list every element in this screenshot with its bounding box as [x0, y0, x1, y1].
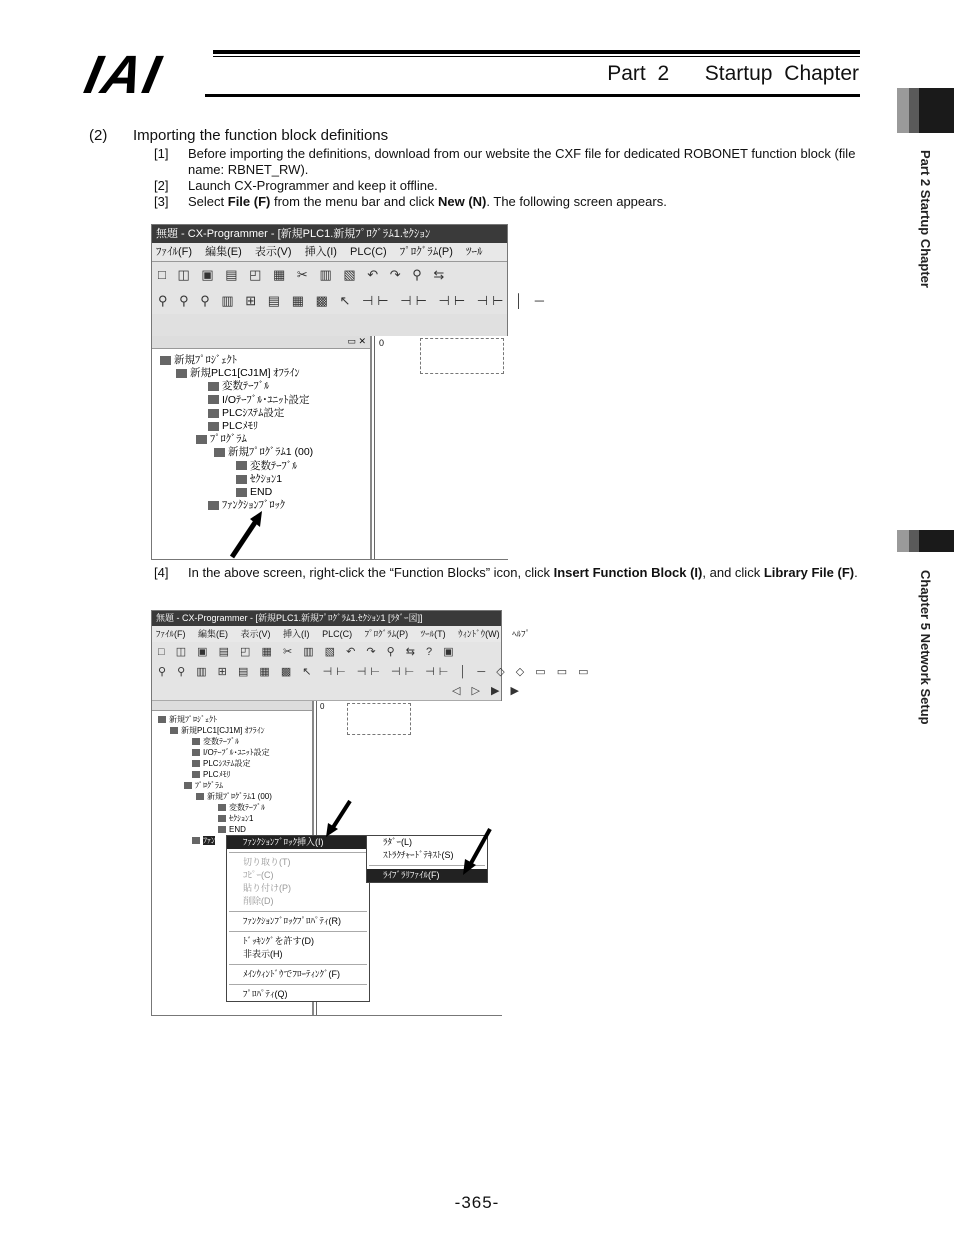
menu-plc[interactable]: PLC(C) — [350, 246, 387, 258]
side-tab-label-part2: Part 2 Startup Chapter — [918, 150, 933, 288]
tree-item-function-blocks[interactable]: ﾌｧﾝｸｼｮﾝﾌﾞﾛｯｸ — [152, 499, 370, 512]
tree-item[interactable]: ﾌﾟﾛｸﾞﾗﾑ — [152, 433, 370, 446]
tree-item[interactable]: 変数ﾃｰﾌﾞﾙ — [152, 380, 370, 393]
section-title: Importing the function block definitions — [133, 127, 389, 144]
ladder-toolbar[interactable]: ⚲ ⚲ ▥ ⊞ ▤ ▦ ▩ ↖ ⊣⊢ ⊣⊢ ⊣⊢ ⊣⊢ │ ─ ◇ ◇ ▭ ▭ ▭ — [152, 662, 501, 683]
menu-insert[interactable]: 挿入(I) — [283, 629, 310, 639]
ladder-row-number: 0 — [379, 338, 385, 348]
arrow-pointer-icon — [460, 827, 496, 877]
tree-item[interactable]: ｾｸｼｮﾝ1 — [152, 813, 312, 824]
iai-logo: IAI — [79, 45, 168, 105]
tree-item[interactable]: ﾌﾟﾛｸﾞﾗﾑ — [152, 780, 312, 791]
tree-item[interactable]: 変数ﾃｰﾌﾞﾙ — [152, 736, 312, 747]
arrow-pointer-icon — [226, 511, 266, 561]
tree-item[interactable]: 変数ﾃｰﾌﾞﾙ — [152, 460, 370, 473]
menu-file[interactable]: ﾌｧｲﾙ(F) — [156, 629, 186, 639]
tree-item[interactable]: 新規ﾌﾟﾛｸﾞﾗﾑ1 (00) — [152, 446, 370, 459]
menu-program[interactable]: ﾌﾟﾛｸﾞﾗﾑ(P) — [399, 246, 453, 258]
ladder-cursor — [420, 338, 504, 374]
menu-item-delete[interactable]: 削除(D) — [243, 896, 274, 906]
tree-item[interactable]: 変数ﾃｰﾌﾞﾙ — [152, 802, 312, 813]
ladder-cursor — [347, 703, 411, 735]
header-rule-top-thin — [213, 56, 860, 57]
step-3-text: Select File (F) from the menu bar and click New (N). The following screen appears. — [188, 194, 667, 209]
tree-item[interactable]: 新規PLC1[CJ1M] ｵﾌﾗｲﾝ — [152, 725, 312, 736]
menu-plc[interactable]: PLC(C) — [322, 629, 353, 639]
step-1-number: [1] — [154, 146, 169, 161]
section-number: (2) — [89, 127, 108, 144]
step-1-text: Before importing the definitions, download from our website the CXF file for dedicated ROBONET function block (file name: RBNET_RW). — [188, 146, 856, 177]
screenshot-insert-function-block — [151, 610, 593, 1016]
menu-help[interactable]: ﾍﾙﾌﾟ — [512, 629, 531, 639]
menu-insert[interactable]: 挿入(I) — [304, 246, 337, 258]
menu-view[interactable]: 表示(V) — [240, 629, 271, 639]
standard-toolbar[interactable]: □ ◫ ▣ ▤ ◰ ▦ ✂ ▥ ▧ ↶ ↷ ⚲ ⇆ — [152, 262, 507, 289]
tree-item[interactable]: 新規PLC1[CJ1M] ｵﾌﾗｲﾝ — [152, 367, 370, 380]
menu-edit[interactable]: 編集(E) — [198, 629, 229, 639]
menu-item-fb-properties[interactable]: ﾌｧﾝｸｼｮﾝﾌﾞﾛｯｸﾌﾟﾛﾊﾟﾃｨ(R) — [243, 916, 341, 926]
submenu-item-structured-text[interactable]: ｽﾄﾗｸﾁｬｰﾄﾞﾃｷｽﾄ(S) — [383, 850, 454, 860]
tree-item[interactable]: I/Oﾃｰﾌﾞﾙ･ﾕﾆｯﾄ設定 — [152, 747, 312, 758]
submenu-item-ladder[interactable]: ﾗﾀﾞｰ(L) — [383, 837, 412, 847]
project-tree-pane[interactable] — [152, 336, 372, 559]
side-tab-label-chapter5: Chapter 5 Network Setup — [918, 570, 933, 725]
step-3-number: [3] — [154, 194, 169, 209]
ladder-row-number: 0 — [320, 702, 325, 711]
step-4-text: In the above screen, right-click the “Function Blocks” icon, click Insert Function Block (I), and click Library File (F). — [188, 565, 858, 580]
menu-item-hide[interactable]: 非表示(H) — [243, 949, 283, 959]
arrow-pointer-icon — [324, 799, 354, 839]
window-title-bar: 無題 - CX-Programmer - [新規PLC1.新規ﾌﾟﾛｸﾞﾗﾑ1.ｾｸｼｮﾝ — [152, 225, 507, 243]
tree-item[interactable]: PLCﾒﾓﾘ — [152, 420, 370, 433]
menu-tools[interactable]: ﾂｰﾙ(T) — [420, 629, 446, 639]
tree-item[interactable]: ｾｸｼｮﾝ1 — [152, 473, 370, 486]
pane-close-icon[interactable]: ▭ ✕ — [152, 336, 370, 349]
context-menu[interactable] — [226, 835, 370, 1002]
simulation-toolbar[interactable]: ◁ ▷ ▶ ▶ — [152, 682, 501, 701]
part-title: Part 2 Startup Chapter — [607, 62, 859, 85]
tree-item[interactable]: PLCﾒﾓﾘ — [152, 769, 312, 780]
step-2-number: [2] — [154, 178, 169, 193]
page-number: -365- — [454, 1193, 500, 1212]
tree-item[interactable]: 新規ﾌﾟﾛｸﾞﾗﾑ1 (00) — [152, 791, 312, 802]
menu-program[interactable]: ﾌﾟﾛｸﾞﾗﾑ(P) — [364, 629, 409, 639]
menu-item-paste[interactable]: 貼り付け(P) — [243, 883, 291, 893]
step-2-text: Launch CX-Programmer and keep it offline. — [188, 178, 438, 193]
header-rule-top — [213, 50, 860, 54]
menu-item-copy[interactable]: ｺﾋﾟｰ(C) — [243, 870, 274, 880]
menu-bar — [152, 626, 531, 643]
screenshot-new-project — [151, 224, 548, 560]
header-rule-bottom — [205, 94, 860, 97]
submenu-item-library-file[interactable]: ﾗｲﾌﾞﾗﾘﾌｧｲﾙ(F) — [367, 869, 487, 882]
step-4-number: [4] — [154, 565, 169, 580]
side-tab-marker-1 — [897, 88, 954, 133]
tree-item[interactable]: PLCｼｽﾃﾑ設定 — [152, 758, 312, 769]
menu-item-float[interactable]: ﾒｲﾝｳｨﾝﾄﾞｳでﾌﾛｰﾃｨﾝｸﾞ(F) — [243, 969, 340, 979]
tree-item[interactable]: END — [152, 824, 312, 835]
tree-item[interactable]: I/Oﾃｰﾌﾞﾙ･ﾕﾆｯﾄ設定 — [152, 394, 370, 407]
menu-item-properties[interactable]: ﾌﾟﾛﾊﾟﾃｨ(Q) — [243, 989, 288, 999]
menu-edit[interactable]: 編集(E) — [205, 246, 242, 258]
menu-item-insert-function-block[interactable]: ﾌｧﾝｸｼｮﾝﾌﾞﾛｯｸ挿入(I) — [227, 836, 369, 849]
tree-item[interactable]: END — [152, 486, 370, 499]
menu-item-allow-docking[interactable]: ﾄﾞｯｷﾝｸﾞを許す(D) — [243, 936, 314, 946]
ladder-editor-pane[interactable] — [374, 336, 508, 559]
menu-bar — [152, 243, 507, 262]
menu-tools[interactable]: ﾂｰﾙ — [466, 246, 483, 258]
ladder-toolbar[interactable]: ⚲ ⚲ ⚲ ▥ ⊞ ▤ ▦ ▩ ↖ ⊣⊢ ⊣⊢ ⊣⊢ ⊣⊢ │ ─ — [152, 288, 507, 315]
window-title-bar: 無題 - CX-Programmer - [新規PLC1.新規ﾌﾟﾛｸﾞﾗﾑ1.ｾｸｼｮﾝ1 [ﾗﾀﾞｰ図]] — [152, 611, 501, 626]
menu-window[interactable]: ｳｨﾝﾄﾞｳ(W) — [458, 629, 500, 639]
side-tab-marker-2 — [897, 530, 954, 552]
tree-item[interactable]: 新規ﾌﾟﾛｼﾞｪｸﾄ — [152, 354, 370, 367]
tree-item[interactable]: PLCｼｽﾃﾑ設定 — [152, 407, 370, 420]
standard-toolbar[interactable]: □ ◫ ▣ ▤ ◰ ▦ ✂ ▥ ▧ ↶ ↷ ⚲ ⇆ ? ▣ — [152, 642, 501, 663]
menu-file[interactable]: ﾌｧｲﾙ(F) — [156, 246, 193, 258]
tree-item[interactable]: 新規ﾌﾟﾛｼﾞｪｸﾄ — [152, 714, 312, 725]
menu-view[interactable]: 表示(V) — [254, 246, 292, 258]
menu-item-cut[interactable]: 切り取り(T) — [243, 857, 291, 867]
tree-item-function-blocks[interactable]: ﾌｧﾝ — [152, 835, 312, 846]
